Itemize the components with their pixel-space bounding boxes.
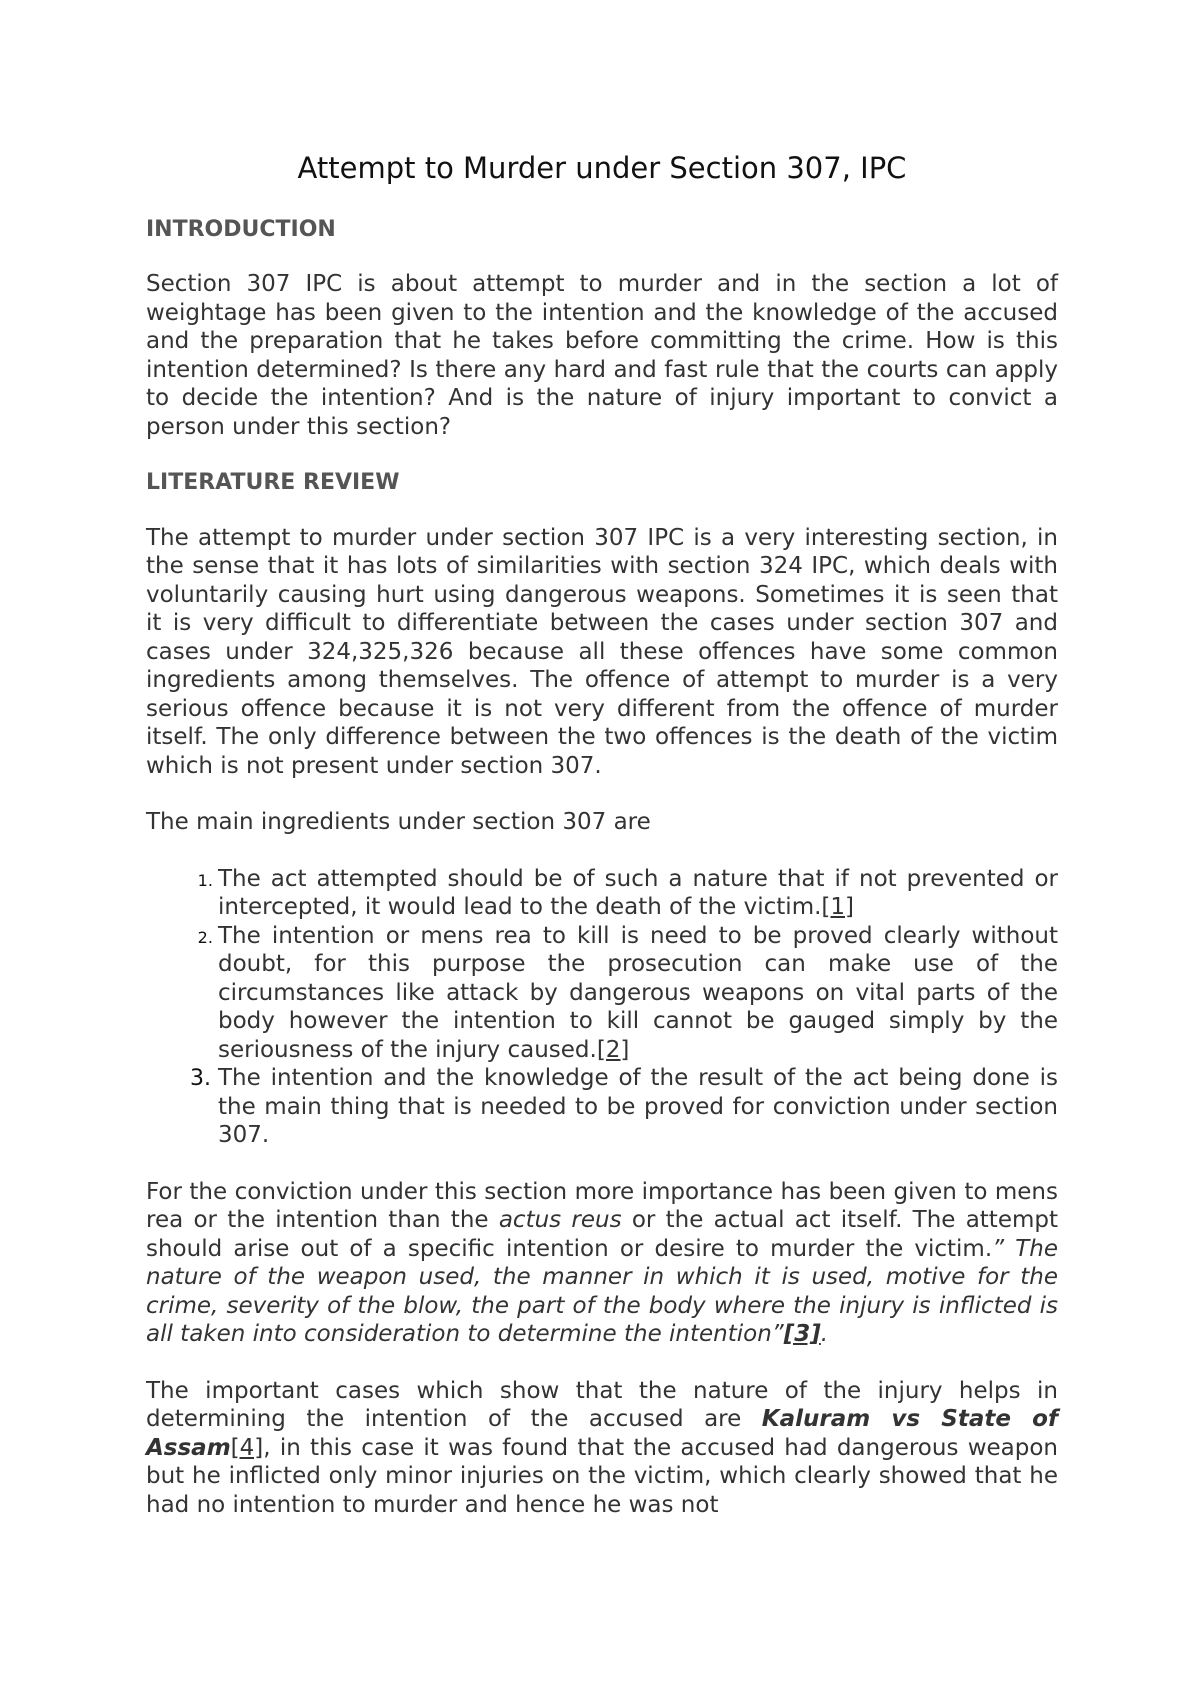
list-item (218, 1064, 1058, 1150)
document-title: Attempt to Murder under Section 307, IPC (297, 151, 907, 185)
conviction-text-part1: For the conviction under this section more importance has been given to mens rea or the intention than the (146, 1178, 1058, 1234)
literature-paragraph: The attempt to murder under section 307 IPC is a very interesting section, in the sense that it has lots of similarities with section 324 IPC, which deals with voluntarily causing hurt using dangerous weapons. Sometimes it is seen that it is very difficult to differentiate between the cases under section 307 and cases under 324,325,326 because all these offences have some common ingredients among themselves. The offence of attempt to murder is a very serious offence because it is not very different from the offence of murder itself. The only difference between the two offences is the death of the victim which is not present under section 307. (146, 524, 1058, 779)
conviction-end: . (820, 1321, 829, 1348)
conviction-text-part2: or the actual act itself. The attempt should arise out of a specific intention or desire to murder the victim. (146, 1207, 1059, 1262)
footnote-link-1[interactable]: [1] (821, 894, 855, 921)
ingredients-intro: The main ingredients under section 307 are (146, 809, 651, 836)
footnote-link-2[interactable]: [2] (596, 1036, 630, 1063)
introduction-heading: INTRODUCTION (146, 216, 336, 242)
literature-review-heading: LITERATURE REVIEW (146, 470, 400, 496)
actus-reus-term: actus reus (498, 1207, 622, 1234)
introduction-paragraph: Section 307 IPC is about attempt to murder and in the section a lot of weightage has been given to the intention and the knowledge of the accused and the preparation that he takes before committing the crime. How is this intention determined? Is there any hard and fast rule that the courts can apply to decide the intention? And is the nature of injury important to convict a person under this section? (146, 271, 1058, 440)
cases-text-part1: The important cases which show that the nature of the injury helps in determining the intention of the accused are (146, 1377, 1058, 1433)
list-item-text: The act attempted should be of such a nature that if not prevented or intercepted, it would lead to the death of the victim. (218, 865, 1058, 921)
list-item-text: The intention or mens rea to kill is need to be proved clearly without doubt, for this purpose the prosecution can make use of the circumstances like attack by dangerous weapons on vital parts of the body however the intention to kill cannot be gauged simply by the seriousness of the injury caused. (218, 922, 1058, 1063)
conviction-quote: ” The nature of the weapon used, the manner in which it is used, motive for the crime, severity of the blow, the part of the body where the injury is inflicted is all taken into consideration to determine the intention” (146, 1235, 1058, 1348)
cases-paragraph (146, 1377, 1058, 1520)
document-page (146, 150, 1058, 1547)
list-item-text: The intention and the knowledge of the result of the act being done is the main thing that is needed to be proved for conviction under section 307. (218, 1065, 1058, 1149)
list-item (218, 865, 1058, 922)
footnote-link-3[interactable]: [3] (783, 1321, 821, 1348)
ingredients-list (146, 865, 1058, 1150)
conviction-paragraph (146, 1178, 1058, 1349)
footnote-link-4[interactable]: [4] (230, 1434, 264, 1461)
cases-text-part2: , in this case it was found that the accused had dangerous weapon but he inflicted only minor injuries on the victim, which clearly showed that he had no intention to murder and hence he was not (146, 1434, 1058, 1518)
case-name: Kaluram vs State of Assam (146, 1406, 1058, 1461)
list-item (218, 922, 1058, 1065)
